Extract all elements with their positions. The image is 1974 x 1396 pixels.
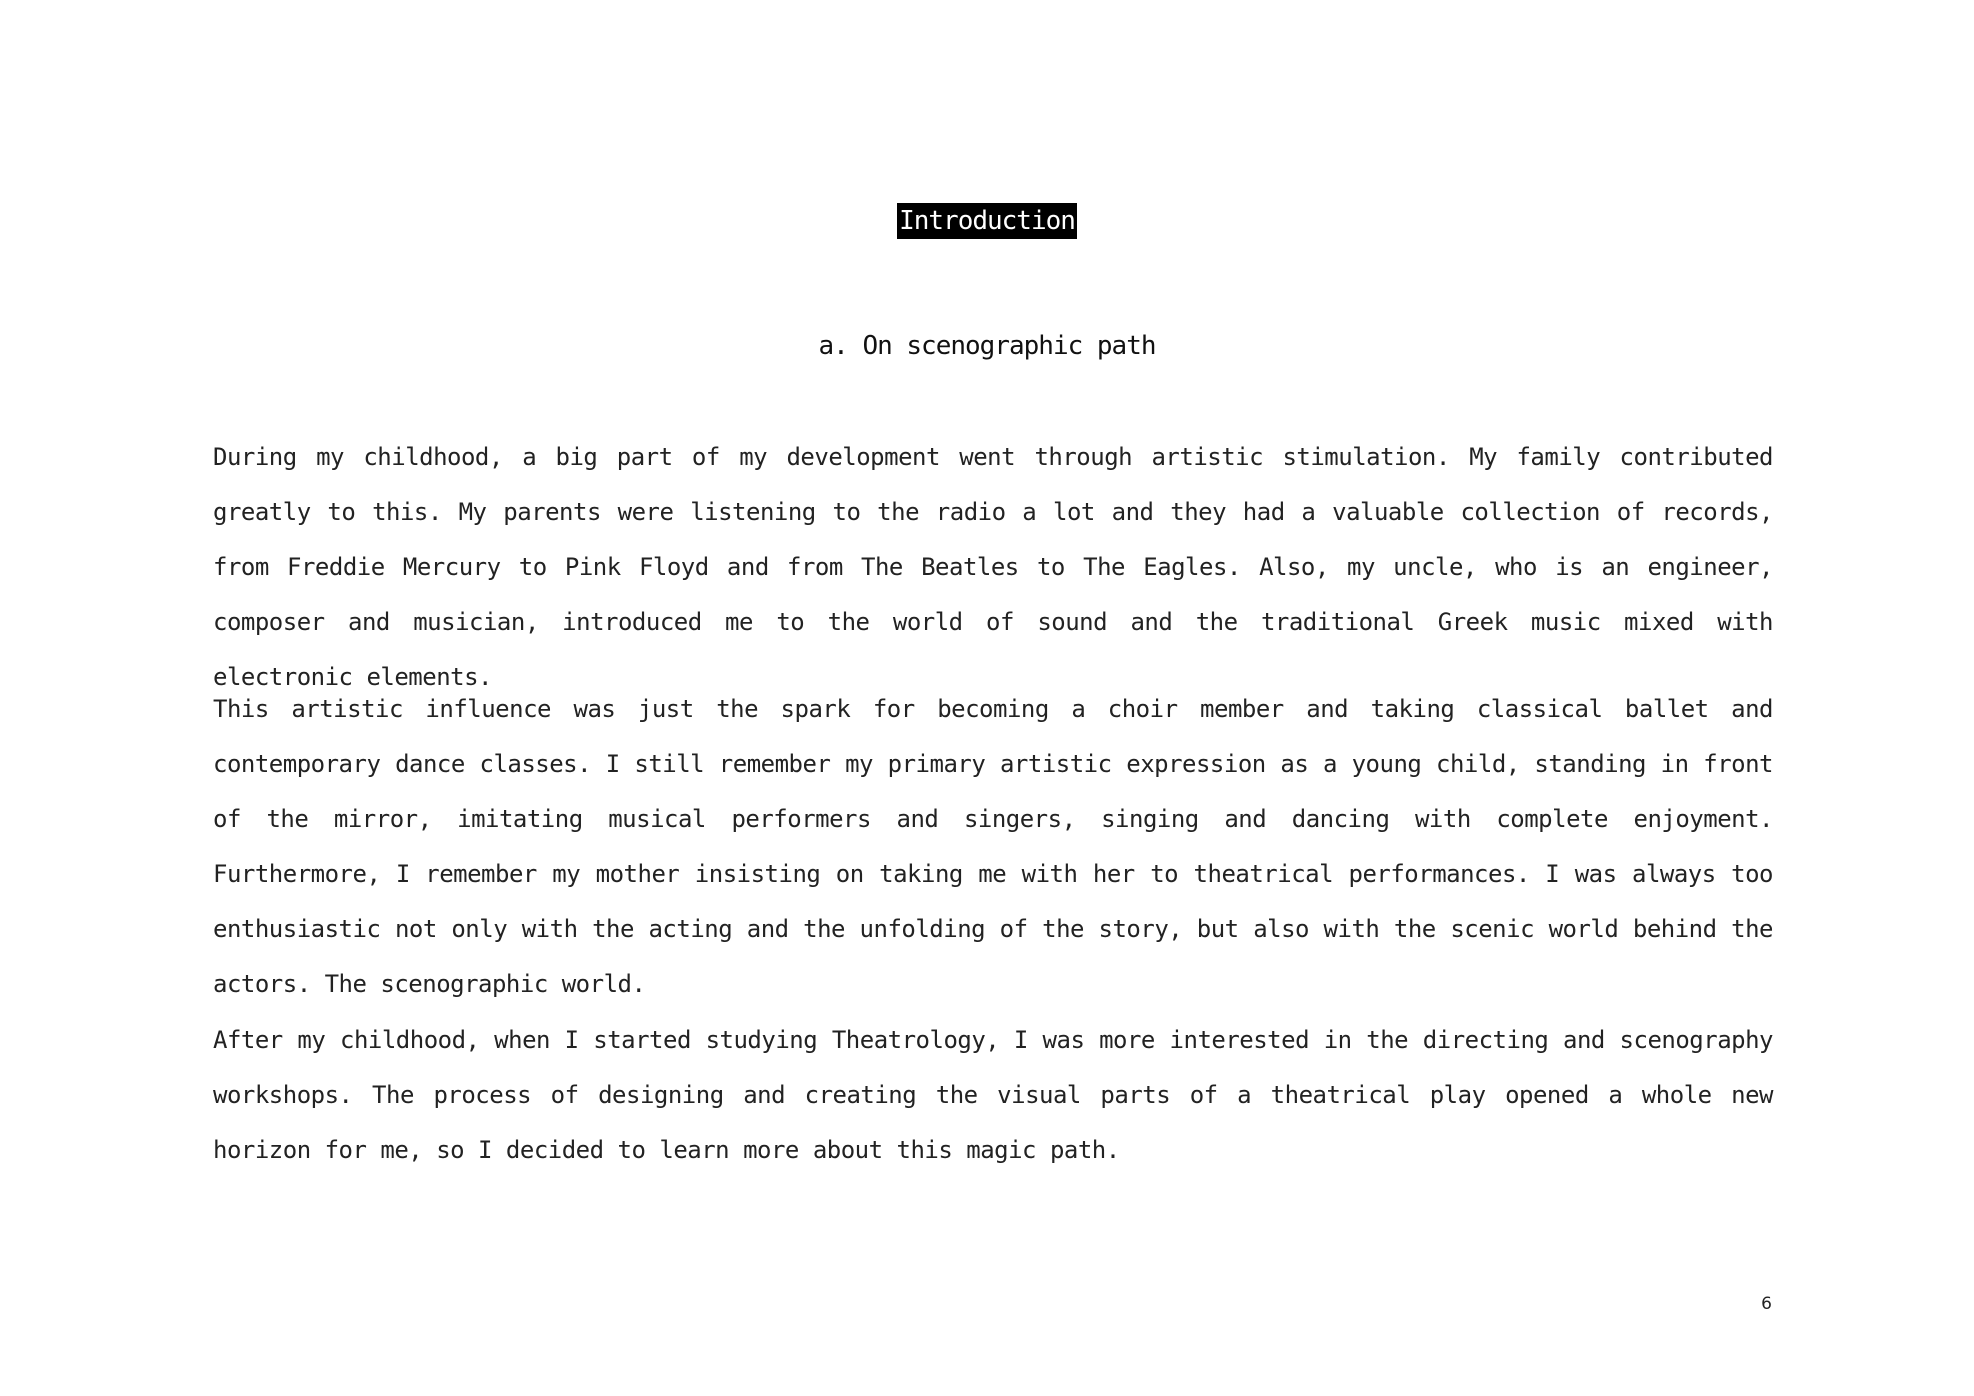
body-paragraph: During my childhood, a big part of my development went through artistic stimulation. My family contributed greatly to this. My parents were listening to the radio a lot and they had a valuable collection of records, from Freddie Mercury to Pink Floyd and from The Beatles to The Eagles. Also, my uncle, who is an engineer, composer and musician, introduced me to the world of sound and the traditional Greek music mixed with electronic elements. — [213, 443, 1773, 691]
page-number: 6 — [1761, 1294, 1772, 1314]
section-subheading: a. On scenographic path — [818, 331, 1156, 361]
section-heading: Introduction — [897, 203, 1077, 239]
heading-container — [0, 203, 1974, 239]
body-paragraph: After my childhood, when I started studying Theatrology, I was more interested in the directing and scenography workshops. The process of designing and creating the visual parts of a theatrical play opened a whole new horizon for me, so I decided to learn more about this magic path. — [213, 1026, 1773, 1164]
body-paragraph: This artistic influence was just the spark for becoming a choir member and taking classical ballet and contemporary dance classes. I still remember my primary artistic expression as a young child, standing in front of the mirror, imitating musical performers and singers, singing and dancing with complete enjoyment. Furthermore, I remember my mother insisting on taking me with her to theatrical performances. I was always too enthusiastic not only with the acting and the unfolding of the story, but also with the scenic world behind the actors. The scenographic world. — [213, 695, 1773, 998]
